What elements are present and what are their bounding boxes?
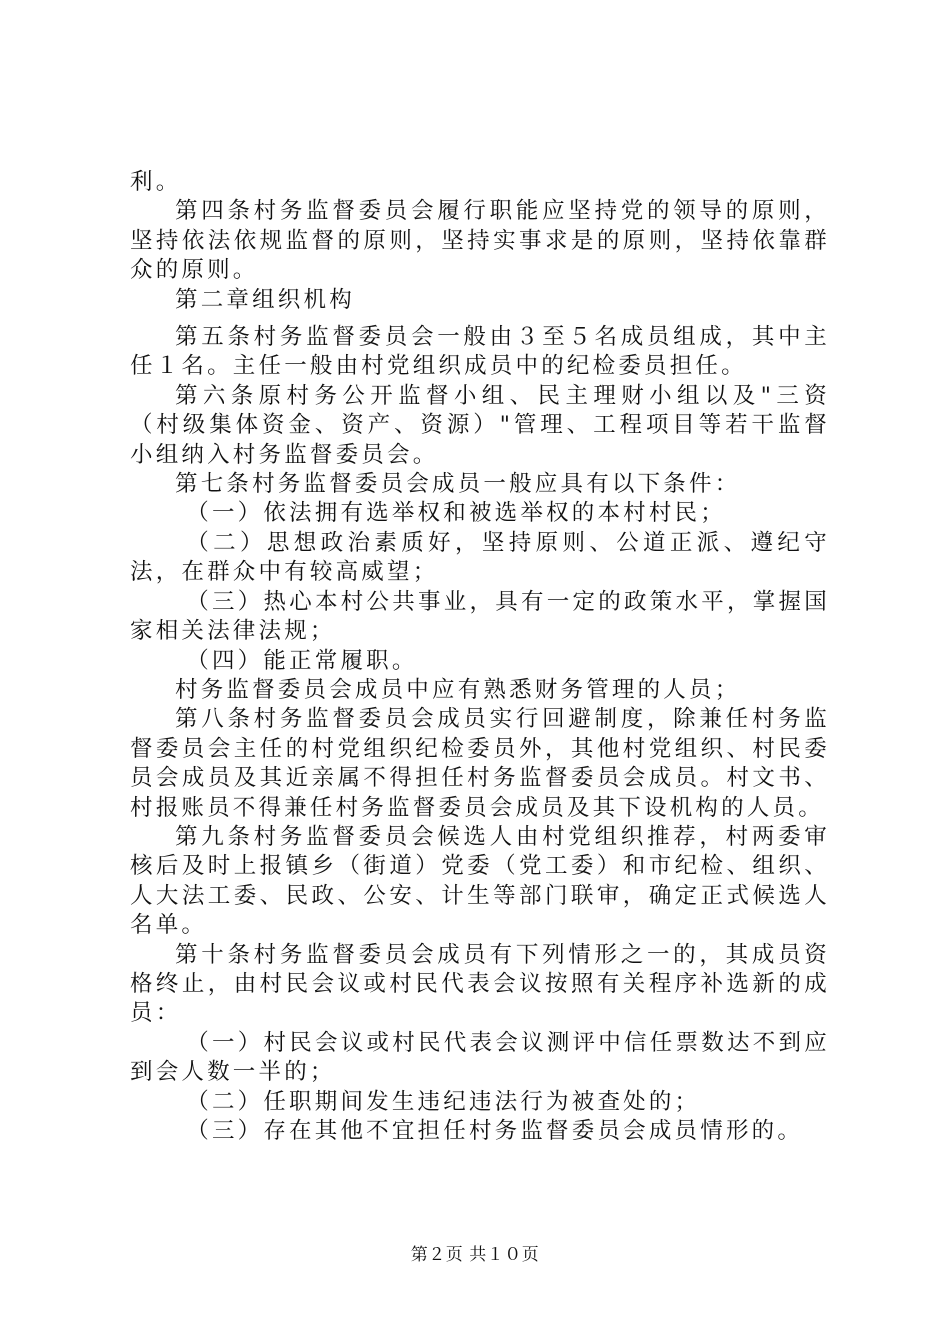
list-item-5: （一）村民会议或村民代表会议测评中信任票数达不到应到会人数一半的； (130, 1029, 830, 1086)
list-item-7: （三）存在其他不宜担任村务监督委员会成员情形的。 (186, 1118, 804, 1144)
paragraph-13: 第九条村务监督委员会候选人由村党组织推荐，村两委审核后及时上报镇乡（街道）党委（党工委）和市纪检、组织、人大法工委、民政、公安、计生等部门联审，确定正式候选人名单。 (130, 823, 830, 939)
paragraph-14: 第十条村务监督委员会成员有下列情形之一的，其成员资格终止，由村民会议或村民代表会议按照有关程序补选新的成员： (130, 941, 830, 1027)
paragraph-12: 第八条村务监督委员会成员实行回避制度，除兼任村务监督委员会主任的村党组织纪检委员外，其他村党组织、村民委员会成员及其近亲属不得担任村务监督委员会成员。村文书、村报账员不得兼任村务监督委员会成员及其下设机构的人员。 (130, 706, 830, 821)
paragraph-1: 利。 (130, 169, 182, 195)
chapter-heading: 第二章组织机构 (175, 286, 355, 313)
paragraph-11: 村务监督委员会成员中应有熟悉财务管理的人员； (175, 676, 741, 703)
list-item-3: （三）热心本村公共事业，具有一定的政策水平，掌握国家相关法律法规； (130, 588, 830, 645)
paragraph-6: 第七条村务监督委员会成员一般应具有以下条件： (175, 471, 741, 498)
list-item-2: （二）思想政治素质好，坚持原则、公道正派、遵纪守法，在群众中有较高威望； (130, 529, 830, 586)
page-footer: 第２页 共１０页 (410, 1245, 540, 1265)
paragraph-2: 第四条村务监督委员会履行职能应坚持党的领导的原则，坚持依法依规监督的原则，坚持实事求是的原则，坚持依靠群众的原则。 (130, 198, 830, 284)
paragraph-5: 第六条原村务公开监督小组、民主理财小组以及"三资（村级集体资金、资产、资源）"管理、工程项目等若干监督小组纳入村务监督委员会。 (130, 382, 830, 468)
list-item-4: （四）能正常履职。 (186, 647, 418, 674)
list-item-6: （二）任职期间发生违纪违法行为被查处的； (186, 1088, 701, 1115)
document-body (130, 168, 830, 1146)
list-item-1: （一）依法拥有选举权和被选举权的本村村民； (186, 500, 726, 527)
paragraph-4: 第五条村务监督委员会一般由３至５名成员组成，其中主任１名。主任一般由村党组织成员中的纪检委员担任。 (130, 324, 830, 380)
